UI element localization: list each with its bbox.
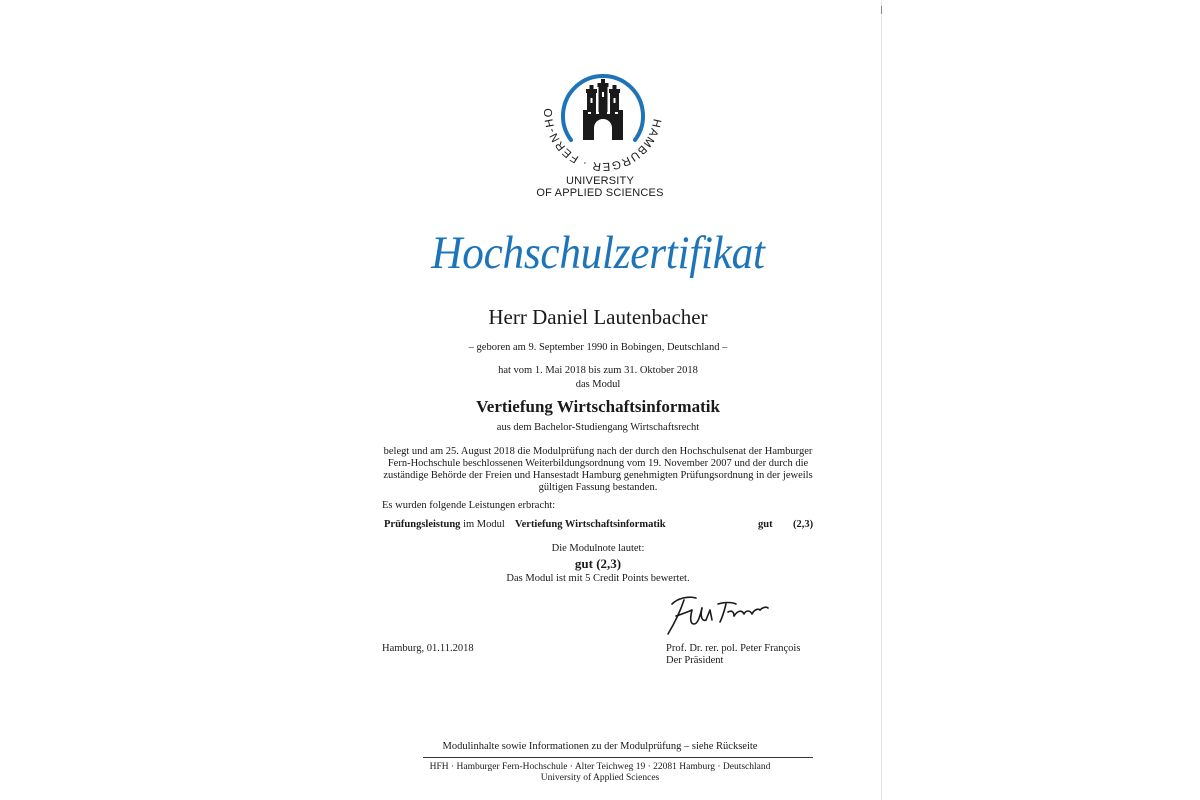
president-signature [662,586,774,640]
birth-line: – geboren am 9. September 1990 in Bobingen, Deutschland – [468,342,728,353]
achievements-intro: Es wurden folgende Leistungen erbracht: [382,500,556,511]
paragraph-line: belegt und am 25. August 2018 die Modulprüfung nach der durch den Hochschulsenat der Hamburger [383,446,813,457]
signer-role: Der Präsident [666,655,724,666]
module-intro: das Modul [575,379,621,390]
program-line: aus dem Bachelor-Studiengang Wirtschaftsrecht [496,422,700,433]
recipient-name: Herr Daniel Lautenbacher [488,305,708,329]
achievement-row [384,519,816,533]
achievement-grade-value: (2,3) [793,519,814,530]
signature-drawing [662,586,774,640]
achievement-type-bold: Prüfungsleistung [384,519,461,530]
signer-name: Prof. Dr. rer. pol. Peter François [666,643,801,654]
logo-subtitle-line1: UNIVERSITY [565,175,634,187]
period-line: hat vom 1. Mai 2018 bis zum 31. Oktober 2018 [498,365,698,376]
final-grade: gut (2,3) [574,556,622,571]
footer-divider [423,757,813,758]
place-date: Hamburg, 01.11.2018 [382,643,474,654]
paragraph-line: Fern-Hochschule beschlossenen Weiterbildungsordnung vom 19. November 2007 und der durch die [387,458,809,469]
logo-subtitle-line2: OF APPLIED SCIENCES [536,187,664,199]
achievement-module: Vertiefung Wirtschaftsinformatik [515,519,666,530]
hfh-logo-emblem [543,52,663,172]
module-name: Vertiefung Wirtschaftsinformatik [476,397,720,416]
achievement-type [384,519,505,530]
final-grade-intro: Die Modulnote lautet: [551,543,645,554]
paragraph-line: gültigen Fassung bestanden. [538,482,658,493]
footer-note: Modulinhalte sowie Informationen zu der Modulprüfung – siehe Rückseite [442,741,758,752]
footer-address: HFH · Hamburger Fern-Hochschule · Alter Teichweg 19 · 22081 Hamburg · Deutschland [429,762,771,772]
achievement-grade-word: gut [758,519,773,530]
paragraph-line: zuständige Behörde der Freien und Hansestadt Hamburg genehmigten Prüfungsordnung in der jeweils [383,470,813,481]
credit-line: Das Modul ist mit 5 Credit Points bewertet. [506,573,690,584]
page-edge-mark [881,6,882,14]
footer-institution: University of Applied Sciences [540,773,660,783]
page-edge [881,0,882,800]
svg-text:HAMBURGER · FERN-HOCHSCHULE ·: HAMBURGER · FERN-HO [543,107,663,172]
hfh-logo [543,52,663,172]
achievement-type-rest: im Modul [460,519,505,530]
certificate-title: Hochschulzertifikat [431,227,765,279]
exam-paragraph [380,446,816,494]
